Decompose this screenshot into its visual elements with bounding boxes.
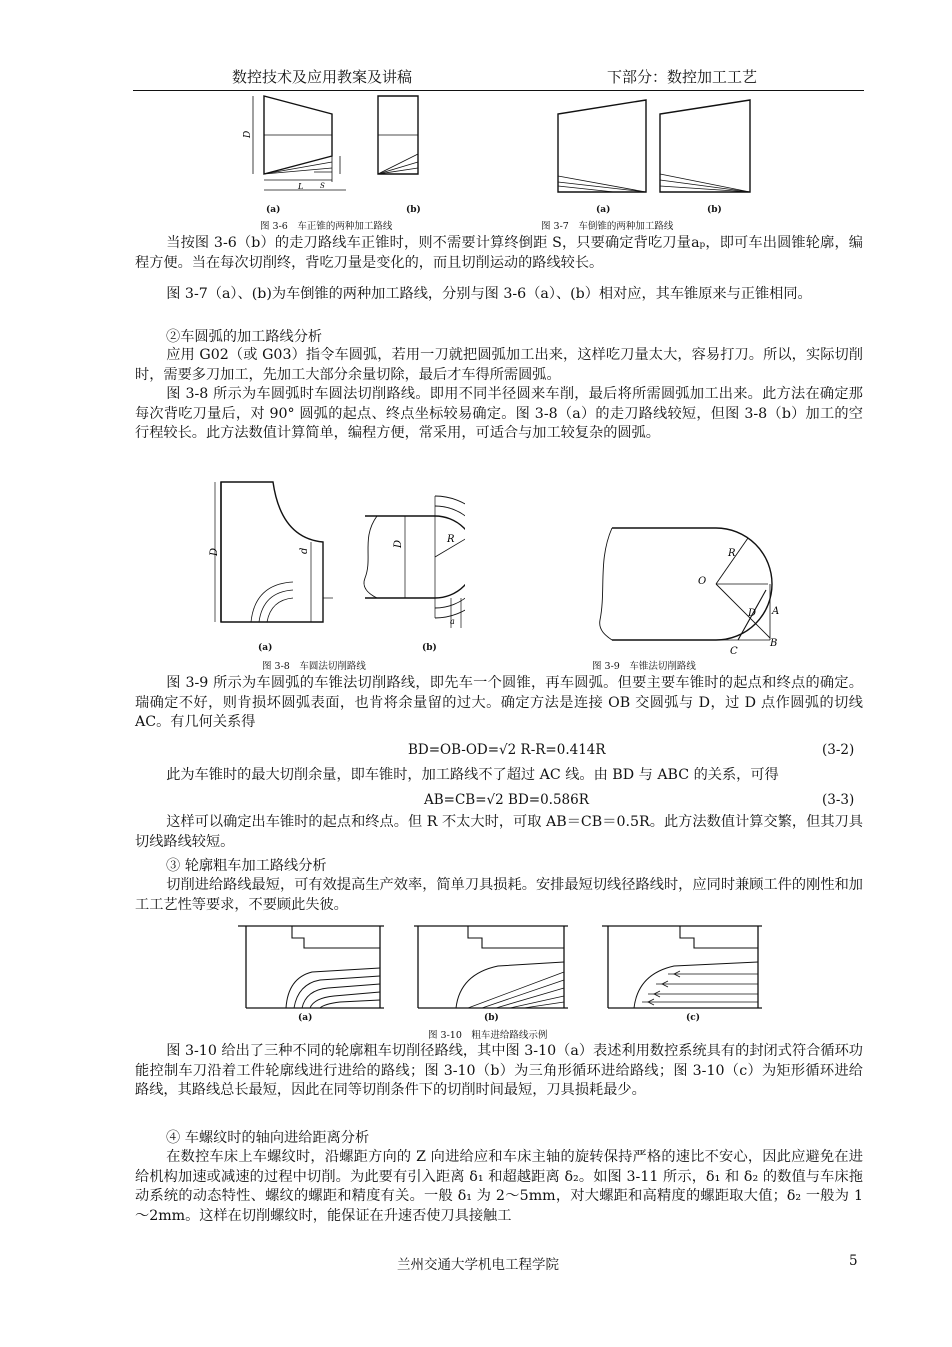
paragraph-2: 图 3-7（a）、(b)为车倒锥的两种加工路线，分别与图 3-6（a）、(b）相对应，其车锥原来与正锥相同。 (166, 286, 812, 302)
figure-3-6-caption: 图 3-6 车正锥的两种加工路线 (260, 221, 393, 232)
paragraph-9: 图 3-10 给出了三种不同的轮廓粗车切削径路线，其中图 3-10（a）表述利用数控系统具有的封闭式符合循环功能控制车刀沿着工件轮廓线进行进给的路线；图 3-10（b）为三角形循环进给路线；图 3-10（c）为矩形循环进给路线，其路线总长最短，因此在同等切削条件下的切削时间最短，刀具损耗最少。 (135, 1043, 863, 1099)
figure-3-7-label-b: (b) (707, 205, 722, 215)
section-heading-4: ④ 车螺纹时的轴向进给距离分析 (166, 1130, 370, 1146)
header-rule (133, 90, 864, 91)
svg-text:D: D (209, 547, 220, 556)
figure-3-7-label-a: (a) (596, 205, 611, 215)
page-number: 5 (849, 1253, 858, 1269)
svg-text:D: D (393, 539, 404, 548)
figure-3-8-drawing (205, 478, 465, 646)
figure-3-7-drawing (554, 96, 754, 206)
svg-text:O: O (698, 576, 707, 587)
svg-text:R: R (728, 548, 736, 559)
svg-text:D: D (243, 130, 253, 138)
paragraph-4: 图 3-8 所示为车圆弧时车圆法切削路线。即用不同半径圆来车削，最后将所需圆弧加工出来。此方法在确定那每次背吃刀量后，对 90° 圆弧的起点、终点坐标较易确定。图 3-8（a）的走刀路线较短，但图 3-8（b）加工的空行程较长。此方法数值计算简单，编程方便，常采用，可适合与加工较复杂的圆弧。 (135, 386, 863, 442)
figure-3-10-drawing (228, 918, 794, 1022)
paragraph-6: 此为车锥时的最大切削余量，即车锥时，加工路线不了超过 AC 线。由 BD 与 ABC 的关系，可得 (166, 767, 779, 783)
figure-3-6-label-a: (a) (266, 205, 281, 215)
equation-3-3-number: (3-3) (822, 792, 855, 808)
svg-text:a: a (450, 617, 455, 626)
paragraph-8: 切削进给路线最短，可有效提高生产效率，简单刀具损耗。安排最短切线径路线时，应同时兼顾工件的刚性和加工工艺性等要求，不要顾此失彼。 (135, 877, 863, 913)
paragraph-10: 在数控车床上车螺纹时，沿螺距方向的 Z 向进给应和车床主轴的旋转保持严格的速比不安心，因此应避免在进给机构加速或减速的过程中切削。为此要有引入距离 δ₁ 和超越距离 δ₂。如图 3-11 所示，δ₁ 和 δ₂ 的数值与车床拖动系统的动态特性、螺纹的螺距和精度有关。一般 δ₁ 为 2～5mm，对大螺距和高精度的螺距取大值；δ₂ 一般为 1～2mm。这样在切削螺纹时，能保证在升速否使刀具接触工 (135, 1149, 863, 1224)
figure-3-10-label-b: (b) (484, 1013, 499, 1023)
figure-3-10-label-a: (a) (298, 1013, 313, 1023)
section-heading-3: ③ 轮廓粗车加工路线分析 (166, 858, 327, 874)
svg-text:D: D (748, 608, 757, 619)
figure-3-10-label-c: (c) (686, 1013, 700, 1023)
figure-3-9-caption: 图 3-9 车锥法切削路线 (592, 661, 696, 672)
figure-3-8-label-a: (a) (258, 643, 273, 653)
equation-3-2: BD=OB-OD=√2 R-R=0.414R (408, 742, 606, 758)
svg-text:R: R (447, 534, 455, 545)
footer-institution: 兰州交通大学机电工程学院 (397, 1257, 559, 1273)
paragraph-3: 应用 G02（或 G03）指令车圆弧，若用一刀就把圆弧加工出来，这样吃刀量太大，容易打刀。所以，实际切削时，需要多刀加工，先加工大部分余量切除，最后才车得所需圆弧。 (135, 347, 863, 383)
header-title-left: 数控技术及应用教案及讲稿 (232, 68, 413, 86)
svg-text:L: L (298, 182, 304, 191)
section-heading-2: ②车圆弧的加工路线分析 (166, 329, 323, 345)
svg-text:A: A (772, 606, 780, 617)
paragraph-1: 当按图 3-6（b）的走刀路线车正锥时，则不需要计算终倒距 S，只要确定背吃刀量aₚ，即可车出圆锥轮廓，编程方便。当在每次切削终，背吃刀量是变化的，而且切削运动的路线较长。 (135, 235, 863, 271)
paragraph-5: 图 3-9 所示为车圆弧的车锥法切削路线，即先车一个圆锥，再车圆弧。但要主要车锥时的起点和终点的确定。瑞确定不好，则肯损坏圆弧表面，也肯将余量留的过大。确定方法是连接 OB 交圆弧与 D，过 D 点作圆弧的切线 AC。有几何关系得 (135, 675, 863, 731)
header-title-right: 下部分：数控加工工艺 (607, 68, 758, 86)
figure-3-9-drawing (598, 520, 794, 660)
paragraph-7: 这样可以确定出车锥时的起点和终点。但 R 不太大时，可取 AB＝CB＝0.5R。此方法数值计算交繁，但其刀具切线路线较短。 (135, 814, 863, 850)
equation-3-3: AB=CB=√2 BD=0.586R (424, 792, 589, 808)
figure-3-10-caption: 图 3-10 粗车进给路线示例 (428, 1030, 548, 1041)
figure-3-8-label-b: (b) (422, 643, 437, 653)
figure-3-7-caption: 图 3-7 车倒锥的两种加工路线 (541, 221, 674, 232)
svg-text:d: d (299, 547, 310, 554)
svg-text:C: C (730, 646, 738, 657)
equation-3-2-number: (3-2) (822, 742, 855, 758)
figure-3-8-caption: 图 3-8 车圆法切削路线 (262, 661, 366, 672)
figure-3-6-label-b: (b) (406, 205, 421, 215)
svg-text:B: B (770, 638, 778, 649)
svg-text:S: S (320, 182, 325, 190)
figure-3-6-drawing (228, 92, 428, 208)
